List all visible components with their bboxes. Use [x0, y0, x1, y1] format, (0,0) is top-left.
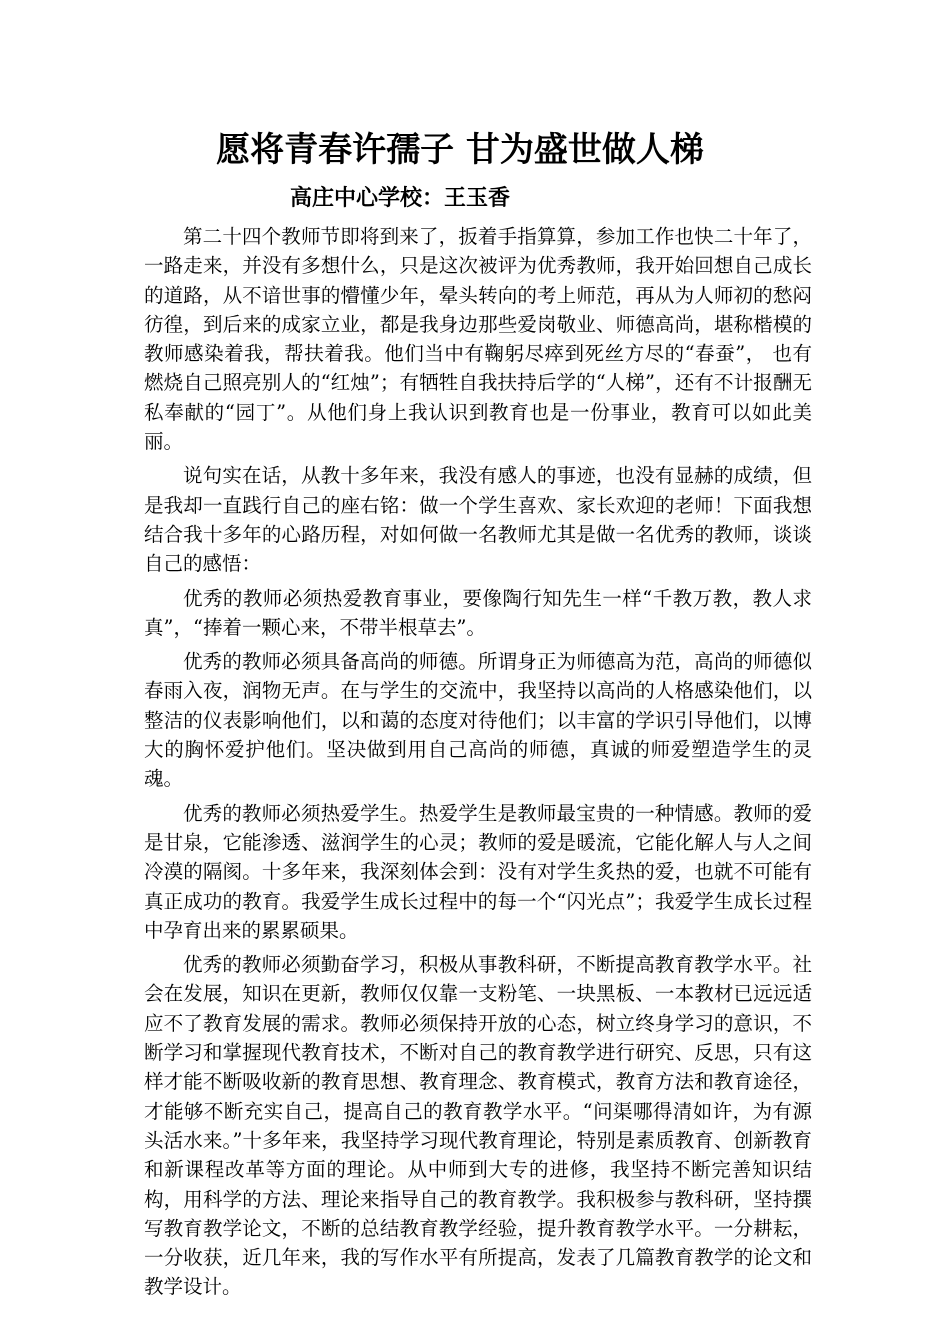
- paragraph-5: 优秀的教师必须热爱学生。热爱学生是教师最宝贵的一种情感。教师的爱是甘泉，它能渗透、滋润学生的心灵；教师的爱是暖流，它能化解人与人之间冷漠的隔阂。十多年来，我深刻体会到：没有对学生炙热的爱，也就不可能有真正成功的教育。我爱学生成长过程中的每一个“闪光点”；我爱学生成长过程中孕育出来的累累硕果。: [144, 801, 812, 942]
- author-byline: 高庄中心学校：王玉香: [290, 185, 511, 211]
- paragraph-3: 优秀的教师必须热爱教育事业，要像陶行知先生一样“千教万教，教人求真”，“捧着一颗心来，不带半根草去”。: [144, 586, 812, 639]
- paragraph-6: 优秀的教师必须勤奋学习，积极从事教科研，不断提高教育教学水平。社会在发展，知识在更新，教师仅仅靠一支粉笔、一块黑板、一本教材已远远适应不了教育发展的需求。教师必须保持开放的心态，树立终身学习的意识，不断学习和掌握现代教育技术，不断对自己的教育教学进行研究、反思，只有这样才能不断吸收新的教育思想、教育理念、教育模式，教育方法和教育途径，才能够不断充实自己，提高自己的教育教学水平。“问渠哪得清如许，为有源头活水来。”十多年来，我坚持学习现代教育理论，特别是素质教育、创新教育和新课程改革等方面的理论。从中师到大专的进修，我坚持不断完善知识结构，用科学的方法、理论来指导自己的教育教学。我积极参与教科研，坚持撰写教育教学论文，不断的总结教育教学经验，提升教育教学水平。一分耕耘，一分收获，近几年来，我的写作水平有所提高，发表了几篇教育教学的论文和教学设计。: [144, 953, 812, 1299]
- paragraph-2: 说句实在话，从教十多年来，我没有感人的事迹，也没有显赫的成绩，但是我却一直践行自己的座右铭：做一个学生喜欢、家长欢迎的老师！下面我想结合我十多年的心路历程，对如何做一名教师尤其是做一名优秀的教师，谈谈自己的感悟：: [144, 464, 812, 576]
- paragraph-1: 第二十四个教师节即将到来了，扳着手指算算，参加工作也快二十年了，一路走来，并没有多想什么，只是这次被评为优秀教师，我开始回想自己成长的道路，从不谙世事的懵懂少年，晕头转向的考上师范，再从为人师初的愁闷彷徨，到后来的成家立业，都是我身边那些爱岗敬业、师德高尚，堪称楷模的教师感染着我，帮扶着我。他们当中有鞠躬尽瘁到死丝方尽的“春蚕”， 也有燃烧自己照亮别人的“红烛”；有牺牲自我扶持后学的“人梯”，还有不计报酬无私奉献的“园丁”。从他们身上我认识到教育也是一份事业，教育可以如此美丽。: [144, 225, 812, 454]
- document-title: 愿将青春许孺子 甘为盛世做人梯: [216, 130, 704, 170]
- paragraph-4: 优秀的教师必须具备高尚的师德。所谓身正为师德高为范，高尚的师德似春雨入夜，润物无声。在与学生的交流中，我坚持以高尚的人格感染他们，以整洁的仪表影响他们，以和蔼的态度对待他们；以丰富的学识引导他们，以博大的胸怀爱护他们。坚决做到用自己高尚的师德，真诚的师爱塑造学生的灵魂。: [144, 650, 812, 791]
- document-body: [144, 222, 812, 1307]
